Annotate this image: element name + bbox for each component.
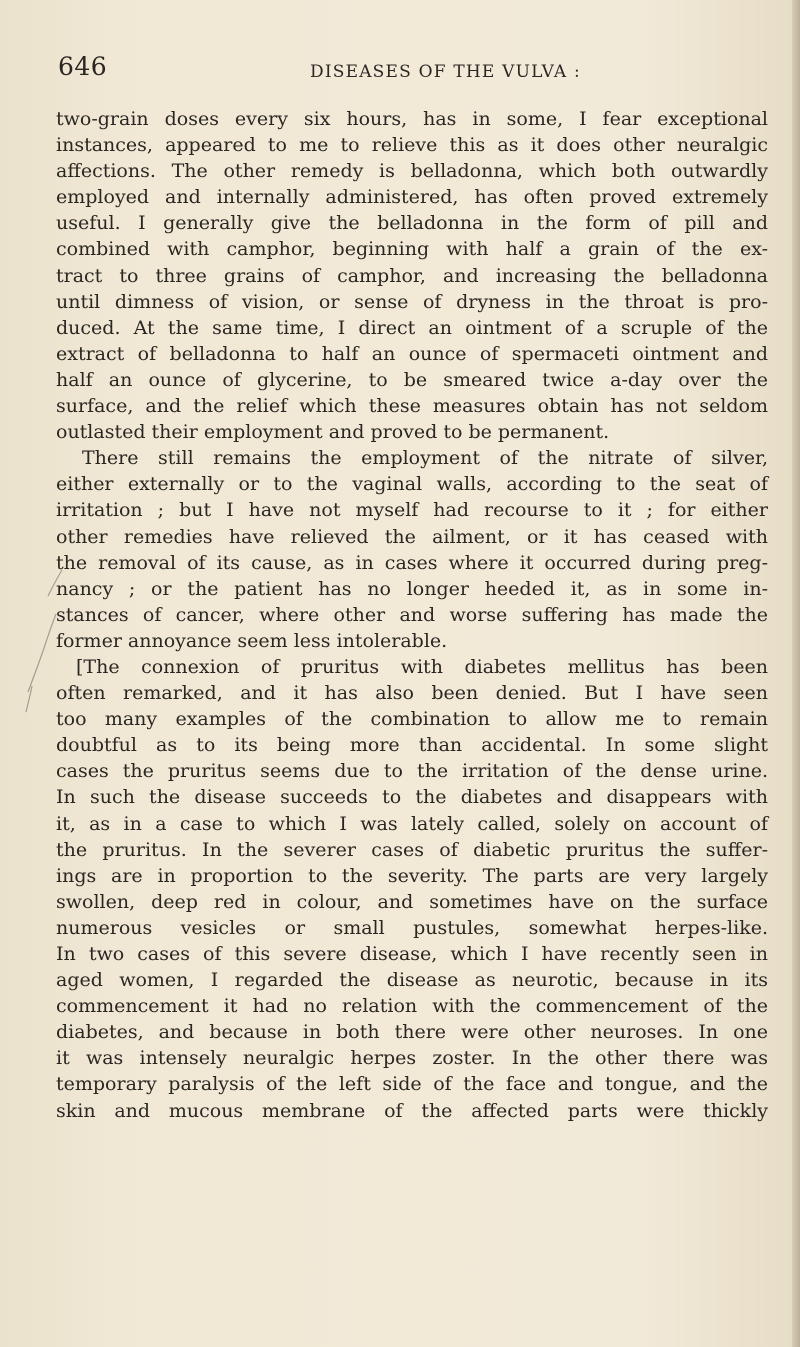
text-line: other remedies have relieved the ailment, or it has ceased with xyxy=(56,525,768,548)
text-line: temporary paralysis of the left side of the face and tongue, and the xyxy=(56,1073,768,1096)
text-line: skin and mucous membrane of the affected parts were thickly xyxy=(56,1099,768,1122)
page-edge xyxy=(792,0,800,1347)
text-line: In two cases of this severe disease, which I have recently seen in xyxy=(56,943,768,965)
text-line: nancy ; or the patient has no longer heeded it, as in some in- xyxy=(56,577,768,600)
text-line: until dimness of vision, or sense of dryness in the throat is pro- xyxy=(56,290,768,313)
text-line: stances of cancer, where other and worse suffering has made the xyxy=(56,603,768,626)
text-line: useful. I generally give the belladonna in the form of pill and xyxy=(56,212,768,235)
text-line: tract to three grains of camphor, and increasing the belladonna xyxy=(56,264,768,287)
text-line: [The connexion of pruritus with diabetes mellitus has been xyxy=(76,655,768,678)
text-line: too many examples of the combination to allow me to remain xyxy=(56,708,768,731)
text-line: employed and internally administered, has often proved extremely xyxy=(56,186,768,209)
text-line: ings are in proportion to the severity. The parts are very largely xyxy=(56,864,768,887)
text-line: commencement it had no relation with the commencement of the xyxy=(56,995,768,1018)
text-line: surface, and the relief which these measures obtain has not seldom xyxy=(56,395,768,418)
text-line: outlasted their employment and proved to be permanent. xyxy=(56,421,610,444)
text-line: instances, appeared to me to relieve this as it does other neuralgic xyxy=(56,134,768,157)
text-line: duced. At the same time, I direct an ointment of a scruple of the xyxy=(56,316,768,339)
page-header xyxy=(0,52,800,92)
text-line: it, as in a case to which I was lately called, solely on account of xyxy=(56,812,768,835)
text-line: the pruritus. In the severer cases of diabetic pruritus the suffer- xyxy=(56,838,768,861)
running-head: DISEASES OF THE VULVA : xyxy=(310,62,581,82)
text-line: cases the pruritus seems due to the irritation of the dense urine. xyxy=(56,760,768,783)
text-line: the removal of its cause, as in cases where it occurred during preg- xyxy=(56,551,768,574)
text-line: affections. The other remedy is belladonna, which both outwardly xyxy=(56,160,768,183)
text-line: it was intensely neuralgic herpes zoster. In the other there was xyxy=(56,1047,768,1070)
text-line: either externally or to the vaginal walls, according to the seat of xyxy=(56,473,768,496)
text-line: combined with camphor, beginning with half a grain of the ex- xyxy=(56,238,768,261)
text-line: former annoyance seem less intolerable. xyxy=(56,629,448,652)
page-number: 646 xyxy=(58,52,108,81)
text-line: often remarked, and it has also been denied. But I have seen xyxy=(56,682,768,705)
body-text xyxy=(56,106,768,1124)
text-line: extract of belladonna to half an ounce of spermaceti ointment and xyxy=(56,342,768,365)
text-line: two-grain doses every six hours, has in some, I fear exceptional xyxy=(56,108,768,130)
text-line: swollen, deep red in colour, and sometimes have on the surface xyxy=(56,890,768,913)
text-line: In such the disease succeeds to the diabetes and disappears with xyxy=(56,786,768,809)
text-line: half an ounce of glycerine, to be smeared twice a-day over the xyxy=(56,368,768,391)
text-line: doubtful as to its being more than accidental. In some slight xyxy=(56,734,768,757)
text-line: diabetes, and because in both there were other neuroses. In one xyxy=(56,1021,768,1044)
text-line: There still remains the employment of the nitrate of silver, xyxy=(82,447,768,470)
text-line: irritation ; but I have not myself had recourse to it ; for either xyxy=(56,499,768,522)
text-line: aged women, I regarded the disease as neurotic, because in its xyxy=(56,969,768,992)
text-line: numerous vesicles or small pustules, somewhat herpes-like. xyxy=(56,916,768,939)
